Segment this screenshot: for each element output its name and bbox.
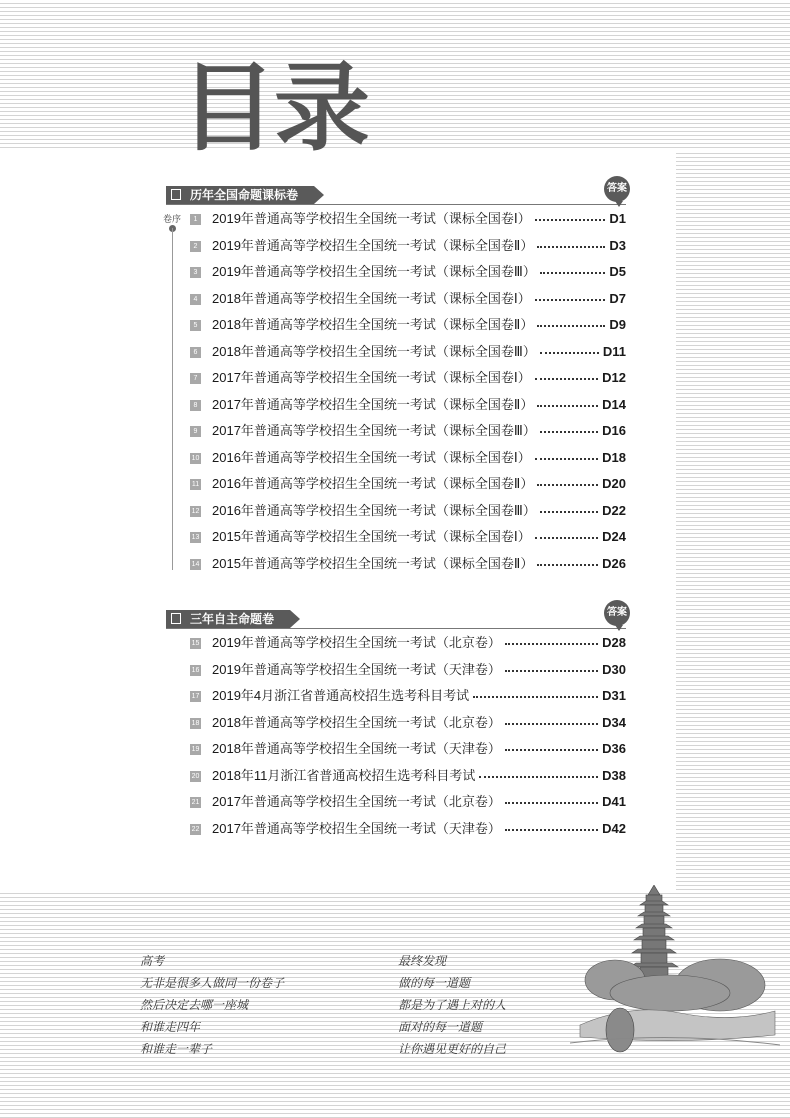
section-label: 三年自主命题卷 bbox=[190, 612, 275, 626]
answer-page-code: D9 bbox=[609, 317, 626, 332]
poem-left bbox=[140, 950, 284, 1060]
entry-title: 2017年普通高等学校招生全国统一考试（北京卷） bbox=[212, 794, 501, 809]
section-header-national bbox=[166, 184, 626, 206]
entry-title: 2019年普通高等学校招生全国统一考试（课标全国卷Ⅲ） bbox=[212, 264, 536, 279]
entry-number: 1 bbox=[190, 214, 201, 225]
toc-entry[interactable] bbox=[190, 634, 630, 652]
poem-line: 无非是很多人做同一份卷子 bbox=[140, 976, 285, 990]
dot-leader bbox=[535, 537, 598, 539]
section-header-independent bbox=[166, 608, 626, 630]
answer-page-code: D16 bbox=[602, 423, 626, 438]
answer-page-code: D22 bbox=[602, 502, 626, 518]
entry-number: 18 bbox=[191, 719, 200, 727]
answer-page-code: D28 bbox=[602, 635, 626, 650]
entry-number: 14 bbox=[191, 560, 200, 568]
toc-entry[interactable] bbox=[190, 555, 630, 573]
entry-title: 2019年普通高等学校招生全国统一考试（课标全国卷Ⅱ） bbox=[212, 237, 534, 253]
entry-number: 13 bbox=[191, 534, 200, 541]
poem-line: 面对的每一道题 bbox=[398, 1020, 483, 1034]
answer-page-code: D1 bbox=[609, 211, 626, 226]
entry-title: 2017年普通高等学校招生全国统一考试（课标全国卷Ⅲ） bbox=[212, 423, 536, 438]
toc-entry[interactable] bbox=[190, 449, 630, 467]
poem-line: 最终发现 bbox=[398, 954, 447, 968]
dot-leader bbox=[537, 405, 598, 407]
book-icon bbox=[171, 189, 181, 200]
answer-page-code: D3 bbox=[609, 237, 626, 253]
answer-page-code: D41 bbox=[602, 794, 626, 809]
entry-number: 12 bbox=[191, 507, 200, 515]
entry-title: 2016年普通高等学校招生全国统一考试（课标全国卷Ⅱ） bbox=[212, 476, 534, 491]
entry-title: 2018年普通高等学校招生全国统一考试（天津卷） bbox=[212, 741, 501, 756]
answer-page-code: D34 bbox=[602, 714, 626, 730]
answer-page-code: D36 bbox=[602, 741, 626, 756]
dot-leader bbox=[535, 299, 605, 301]
toc-entry[interactable] bbox=[190, 396, 630, 414]
entry-number: 21 bbox=[191, 799, 200, 806]
entry-number: 22 bbox=[191, 825, 200, 833]
dot-leader bbox=[505, 723, 598, 725]
section-tag bbox=[166, 610, 290, 628]
toc-entry[interactable] bbox=[190, 687, 630, 705]
dot-leader bbox=[505, 749, 598, 751]
entry-number: 10 bbox=[191, 454, 200, 462]
answer-page-code: D38 bbox=[602, 767, 626, 783]
dot-leader bbox=[537, 325, 605, 327]
toc-entry[interactable] bbox=[190, 475, 630, 493]
answer-badge: 答案 bbox=[604, 176, 630, 202]
answer-page-code: D11 bbox=[602, 343, 626, 359]
toc-entry[interactable] bbox=[190, 661, 630, 679]
poem-line: 都是为了遇上对的人 bbox=[398, 998, 507, 1012]
section-divider bbox=[166, 628, 626, 629]
entry-number: 16 bbox=[191, 666, 200, 674]
pagoda-illustration bbox=[570, 885, 780, 1065]
toc-entry[interactable] bbox=[190, 316, 630, 334]
dot-leader bbox=[479, 776, 598, 778]
entry-title: 2018年普通高等学校招生全国统一考试（课标全国卷Ⅰ） bbox=[212, 290, 531, 306]
dot-leader bbox=[535, 219, 605, 221]
answer-page-code: D26 bbox=[602, 555, 626, 571]
page-title: 目录 bbox=[180, 52, 368, 164]
answer-page-code: D31 bbox=[602, 688, 626, 703]
toc-entry[interactable] bbox=[190, 740, 630, 758]
entry-title: 2015年普通高等学校招生全国统一考试（课标全国卷Ⅰ） bbox=[212, 529, 531, 544]
answer-page-code: D12 bbox=[602, 370, 626, 385]
toc-entry[interactable] bbox=[190, 793, 630, 811]
toc-entry[interactable] bbox=[190, 820, 630, 838]
arrow-right-icon bbox=[290, 610, 300, 628]
dot-leader bbox=[535, 458, 598, 460]
entry-title: 2018年普通高等学校招生全国统一考试（课标全国卷Ⅲ） bbox=[212, 343, 536, 359]
entry-number: 9 bbox=[190, 426, 201, 437]
answer-page-code: D24 bbox=[602, 529, 626, 544]
section-divider bbox=[166, 204, 626, 205]
dot-leader bbox=[473, 696, 598, 698]
dot-leader bbox=[540, 352, 599, 354]
entry-title: 2017年普通高等学校招生全国统一考试（天津卷） bbox=[212, 820, 501, 836]
toc-entry[interactable] bbox=[190, 290, 630, 308]
dot-leader bbox=[505, 670, 598, 672]
dot-leader bbox=[537, 564, 598, 566]
toc-entry[interactable] bbox=[190, 528, 630, 546]
poem-line: 让你遇见更好的自己 bbox=[398, 1042, 507, 1056]
answer-page-code: D7 bbox=[609, 290, 626, 306]
entry-number: 11 bbox=[191, 481, 200, 488]
dot-leader bbox=[537, 484, 598, 486]
striped-background-right bbox=[676, 150, 790, 890]
entry-number: 2 bbox=[190, 241, 201, 252]
arrow-right-icon bbox=[314, 186, 324, 204]
toc-entry[interactable] bbox=[190, 263, 630, 281]
dot-leader bbox=[537, 246, 605, 248]
entry-number: 3 bbox=[190, 267, 201, 278]
answer-page-code: D20 bbox=[602, 476, 626, 491]
dot-leader bbox=[540, 272, 605, 274]
entry-number: 7 bbox=[190, 373, 201, 384]
entry-title: 2018年普通高等学校招生全国统一考试（课标全国卷Ⅱ） bbox=[212, 317, 534, 332]
entry-number: 20 bbox=[191, 772, 200, 780]
toc-entry[interactable] bbox=[190, 502, 630, 520]
entry-title: 2015年普通高等学校招生全国统一考试（课标全国卷Ⅱ） bbox=[212, 555, 534, 571]
entry-number: 6 bbox=[190, 347, 201, 358]
toc-entry[interactable] bbox=[190, 422, 630, 440]
toc-entry[interactable] bbox=[190, 767, 630, 785]
answer-page-code: D5 bbox=[609, 264, 626, 279]
poem-line: 和谁走四年 bbox=[140, 1020, 201, 1034]
entry-title: 2019年普通高等学校招生全国统一考试（北京卷） bbox=[212, 635, 501, 650]
answer-badge: 答案 bbox=[604, 600, 630, 626]
poem-right bbox=[398, 950, 506, 1060]
entry-number: 4 bbox=[190, 294, 201, 305]
entry-number: 15 bbox=[191, 640, 200, 647]
poem-line: 然后决定去哪一座城 bbox=[140, 998, 249, 1012]
striped-background-top bbox=[0, 0, 790, 150]
poem-line: 和谁走一辈子 bbox=[140, 1042, 213, 1056]
entry-number: 19 bbox=[191, 746, 200, 753]
answer-page-code: D30 bbox=[602, 661, 626, 677]
entry-title: 2019年4月浙江省普通高校招生选考科目考试 bbox=[212, 688, 470, 703]
entry-title: 2018年普通高等学校招生全国统一考试（北京卷） bbox=[212, 714, 501, 730]
entry-title: 2017年普通高等学校招生全国统一考试（课标全国卷Ⅱ） bbox=[212, 396, 534, 412]
dot-leader bbox=[535, 378, 598, 380]
poem-line: 做的每一道题 bbox=[398, 976, 471, 990]
entry-number: 17 bbox=[191, 693, 200, 700]
dot-leader bbox=[540, 511, 598, 513]
entry-number: 8 bbox=[190, 400, 201, 411]
poem-line: 高考 bbox=[140, 954, 165, 968]
entry-title: 2016年普通高等学校招生全国统一考试（课标全国卷Ⅰ） bbox=[212, 449, 531, 465]
toc-entry[interactable] bbox=[190, 343, 630, 361]
entry-number: 5 bbox=[190, 320, 201, 331]
entry-title: 2016年普通高等学校招生全国统一考试（课标全国卷Ⅲ） bbox=[212, 502, 536, 518]
toc-entry[interactable] bbox=[190, 714, 630, 732]
section-label: 历年全国命题课标卷 bbox=[190, 188, 299, 202]
entry-title: 2018年11月浙江省普通高校招生选考科目考试 bbox=[212, 767, 476, 783]
entry-title: 2019年普通高等学校招生全国统一考试（天津卷） bbox=[212, 661, 501, 677]
dot-leader bbox=[540, 431, 598, 433]
dot-leader bbox=[505, 643, 598, 645]
toc-entry[interactable] bbox=[190, 210, 630, 228]
answer-page-code: D14 bbox=[602, 396, 626, 412]
answer-page-code: D18 bbox=[602, 449, 626, 465]
toc-entry[interactable] bbox=[190, 369, 630, 387]
juanxu-label: 卷序 bbox=[163, 214, 182, 224]
timeline-line bbox=[172, 228, 173, 570]
book-icon bbox=[171, 613, 181, 624]
entry-title: 2017年普通高等学校招生全国统一考试（课标全国卷Ⅰ） bbox=[212, 370, 531, 385]
dot-leader bbox=[505, 802, 598, 804]
toc-entry[interactable] bbox=[190, 237, 630, 255]
answer-page-code: D42 bbox=[602, 820, 626, 836]
dot-leader bbox=[505, 829, 598, 831]
section-tag bbox=[166, 186, 314, 204]
entry-title: 2019年普通高等学校招生全国统一考试（课标全国卷Ⅰ） bbox=[212, 211, 531, 226]
